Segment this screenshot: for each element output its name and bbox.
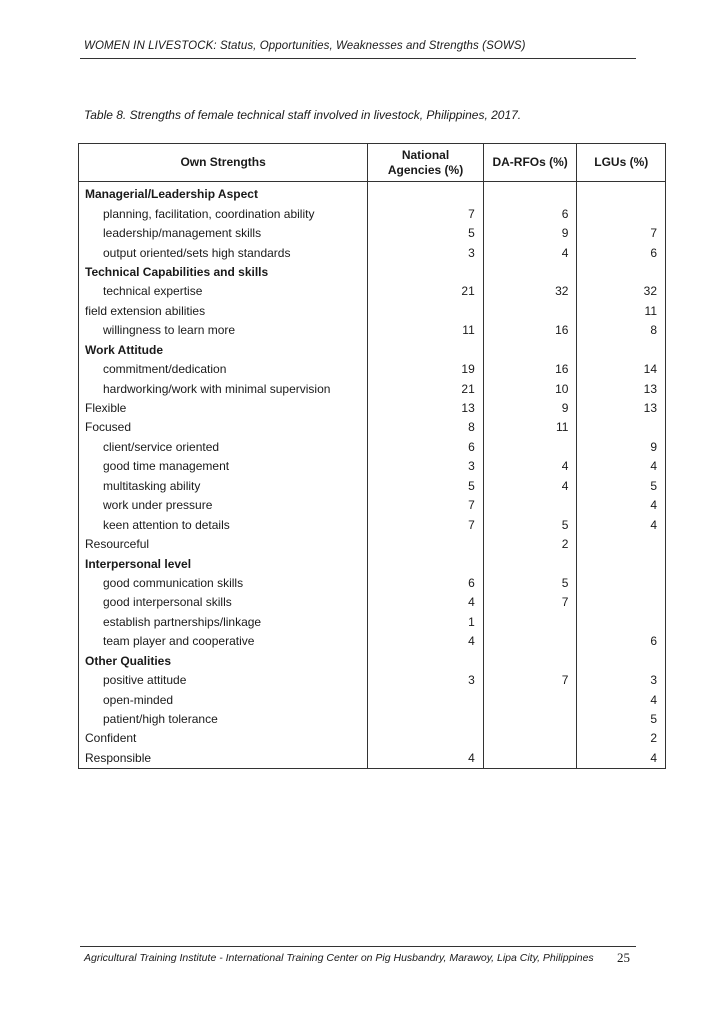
cell-lgus: 32 <box>577 282 666 301</box>
cell-national-agencies <box>368 263 483 282</box>
cell-da-rfos <box>483 341 577 360</box>
cell-da-rfos: 4 <box>483 457 577 476</box>
row-label: planning, facilitation, coordination ability <box>79 204 368 223</box>
cell-lgus: 4 <box>577 457 666 476</box>
cell-da-rfos: 16 <box>483 321 577 340</box>
table-row <box>79 477 666 496</box>
cell-national-agencies: 21 <box>368 379 483 398</box>
row-label: Resourceful <box>79 535 368 554</box>
cell-da-rfos: 9 <box>483 224 577 243</box>
cell-national-agencies <box>368 535 483 554</box>
table-header-row <box>79 144 666 182</box>
table-row <box>79 263 666 282</box>
table-row <box>79 671 666 690</box>
table-row <box>79 418 666 437</box>
cell-da-rfos <box>483 749 577 769</box>
cell-national-agencies <box>368 341 483 360</box>
table-row <box>79 321 666 340</box>
cell-da-rfos: 5 <box>483 574 577 593</box>
page-number: 25 <box>617 950 630 965</box>
cell-da-rfos: 5 <box>483 515 577 534</box>
cell-lgus: 13 <box>577 379 666 398</box>
cell-national-agencies: 7 <box>368 204 483 223</box>
cell-lgus <box>577 535 666 554</box>
table-caption: Table 8. Strengths of female technical staff involved in livestock, Philippines, 2017. <box>84 108 522 122</box>
row-label: establish partnerships/linkage <box>79 613 368 632</box>
row-label: Focused <box>79 418 368 437</box>
cell-da-rfos <box>483 690 577 709</box>
table-row <box>79 496 666 515</box>
cell-lgus: 4 <box>577 496 666 515</box>
column-header-da-rfos: DA-RFOs (%) <box>483 144 577 182</box>
cell-national-agencies: 4 <box>368 632 483 651</box>
table-row <box>79 243 666 262</box>
row-label: output oriented/sets high standards <box>79 243 368 262</box>
table-row <box>79 729 666 748</box>
cell-national-agencies: 5 <box>368 477 483 496</box>
table-row <box>79 182 666 205</box>
table-row <box>79 379 666 398</box>
table-row <box>79 515 666 534</box>
cell-da-rfos <box>483 438 577 457</box>
running-header: WOMEN IN LIVESTOCK: Status, Opportunities, Weaknesses and Strengths (SOWS) <box>84 40 526 52</box>
table-row <box>79 341 666 360</box>
cell-lgus: 6 <box>577 632 666 651</box>
cell-national-agencies <box>368 690 483 709</box>
cell-da-rfos <box>483 263 577 282</box>
cell-lgus: 4 <box>577 515 666 534</box>
cell-national-agencies: 11 <box>368 321 483 340</box>
table-row <box>79 574 666 593</box>
cell-lgus: 11 <box>577 302 666 321</box>
cell-lgus: 4 <box>577 749 666 769</box>
cell-lgus <box>577 341 666 360</box>
table-row <box>79 438 666 457</box>
row-label: good time management <box>79 457 368 476</box>
footer-rule <box>80 946 636 947</box>
cell-national-agencies: 7 <box>368 496 483 515</box>
cell-da-rfos <box>483 652 577 671</box>
cell-da-rfos <box>483 302 577 321</box>
cell-da-rfos: 10 <box>483 379 577 398</box>
row-label: team player and cooperative <box>79 632 368 651</box>
table-row <box>79 749 666 769</box>
cell-da-rfos <box>483 632 577 651</box>
strengths-table <box>78 143 666 769</box>
row-category-label: Interpersonal level <box>79 554 368 573</box>
column-header-national-agencies: National Agencies (%) <box>368 144 483 182</box>
cell-da-rfos <box>483 554 577 573</box>
cell-da-rfos <box>483 710 577 729</box>
row-category-label: Managerial/Leadership Aspect <box>79 182 368 205</box>
cell-lgus: 9 <box>577 438 666 457</box>
header-rule <box>80 58 636 59</box>
column-header-own-strengths: Own Strengths <box>79 144 368 182</box>
cell-lgus <box>577 204 666 223</box>
cell-lgus <box>577 593 666 612</box>
cell-da-rfos: 32 <box>483 282 577 301</box>
row-label: open-minded <box>79 690 368 709</box>
row-label: technical expertise <box>79 282 368 301</box>
cell-national-agencies: 4 <box>368 749 483 769</box>
table-row <box>79 302 666 321</box>
cell-lgus: 13 <box>577 399 666 418</box>
row-label: Confident <box>79 729 368 748</box>
row-label: Flexible <box>79 399 368 418</box>
table-body <box>79 182 666 769</box>
cell-national-agencies: 3 <box>368 457 483 476</box>
cell-national-agencies: 21 <box>368 282 483 301</box>
cell-da-rfos: 16 <box>483 360 577 379</box>
table-row <box>79 593 666 612</box>
running-footer: Agricultural Training Institute - International Training Center on Pig Husbandry, Marawoy, Lipa City, Philippines <box>84 952 594 964</box>
cell-national-agencies <box>368 652 483 671</box>
cell-da-rfos: 11 <box>483 418 577 437</box>
row-label: work under pressure <box>79 496 368 515</box>
cell-lgus: 5 <box>577 477 666 496</box>
table-row <box>79 652 666 671</box>
row-category-label: Other Qualities <box>79 652 368 671</box>
table-row <box>79 360 666 379</box>
cell-lgus: 2 <box>577 729 666 748</box>
row-label: field extension abilities <box>79 302 368 321</box>
cell-national-agencies: 3 <box>368 671 483 690</box>
cell-national-agencies: 1 <box>368 613 483 632</box>
row-label: keen attention to details <box>79 515 368 534</box>
cell-national-agencies <box>368 182 483 205</box>
cell-lgus: 14 <box>577 360 666 379</box>
row-label: client/service oriented <box>79 438 368 457</box>
table-row <box>79 632 666 651</box>
row-label: Responsible <box>79 749 368 769</box>
cell-national-agencies: 6 <box>368 574 483 593</box>
cell-da-rfos: 4 <box>483 243 577 262</box>
row-label: positive attitude <box>79 671 368 690</box>
table-row <box>79 535 666 554</box>
row-label: good communication skills <box>79 574 368 593</box>
table-row <box>79 710 666 729</box>
column-header-lgus: LGUs (%) <box>577 144 666 182</box>
table-row <box>79 554 666 573</box>
cell-lgus <box>577 613 666 632</box>
cell-lgus <box>577 652 666 671</box>
cell-national-agencies <box>368 729 483 748</box>
cell-da-rfos <box>483 182 577 205</box>
cell-national-agencies: 4 <box>368 593 483 612</box>
cell-national-agencies <box>368 302 483 321</box>
table-row <box>79 613 666 632</box>
cell-national-agencies: 19 <box>368 360 483 379</box>
table-row <box>79 224 666 243</box>
cell-lgus <box>577 554 666 573</box>
cell-da-rfos <box>483 496 577 515</box>
row-label: patient/high tolerance <box>79 710 368 729</box>
row-label: commitment/dedication <box>79 360 368 379</box>
cell-da-rfos: 6 <box>483 204 577 223</box>
cell-da-rfos: 7 <box>483 671 577 690</box>
table-row <box>79 399 666 418</box>
cell-national-agencies: 5 <box>368 224 483 243</box>
table-row <box>79 282 666 301</box>
table-row <box>79 204 666 223</box>
cell-national-agencies: 13 <box>368 399 483 418</box>
cell-lgus: 6 <box>577 243 666 262</box>
cell-national-agencies: 8 <box>368 418 483 437</box>
row-label: hardworking/work with minimal supervision <box>79 379 368 398</box>
cell-lgus: 4 <box>577 690 666 709</box>
row-category-label: Technical Capabilities and skills <box>79 263 368 282</box>
cell-lgus <box>577 418 666 437</box>
row-category-label: Work Attitude <box>79 341 368 360</box>
cell-national-agencies: 6 <box>368 438 483 457</box>
cell-da-rfos <box>483 613 577 632</box>
table-row <box>79 457 666 476</box>
cell-lgus: 5 <box>577 710 666 729</box>
row-label: multitasking ability <box>79 477 368 496</box>
table-row <box>79 690 666 709</box>
cell-national-agencies <box>368 554 483 573</box>
cell-lgus <box>577 263 666 282</box>
cell-lgus <box>577 182 666 205</box>
cell-lgus: 7 <box>577 224 666 243</box>
cell-lgus: 3 <box>577 671 666 690</box>
cell-da-rfos: 2 <box>483 535 577 554</box>
row-label: leadership/management skills <box>79 224 368 243</box>
cell-national-agencies: 7 <box>368 515 483 534</box>
cell-da-rfos <box>483 729 577 748</box>
cell-national-agencies <box>368 710 483 729</box>
row-label: willingness to learn more <box>79 321 368 340</box>
cell-lgus: 8 <box>577 321 666 340</box>
row-label: good interpersonal skills <box>79 593 368 612</box>
cell-da-rfos: 4 <box>483 477 577 496</box>
cell-national-agencies: 3 <box>368 243 483 262</box>
cell-da-rfos: 7 <box>483 593 577 612</box>
cell-lgus <box>577 574 666 593</box>
cell-da-rfos: 9 <box>483 399 577 418</box>
